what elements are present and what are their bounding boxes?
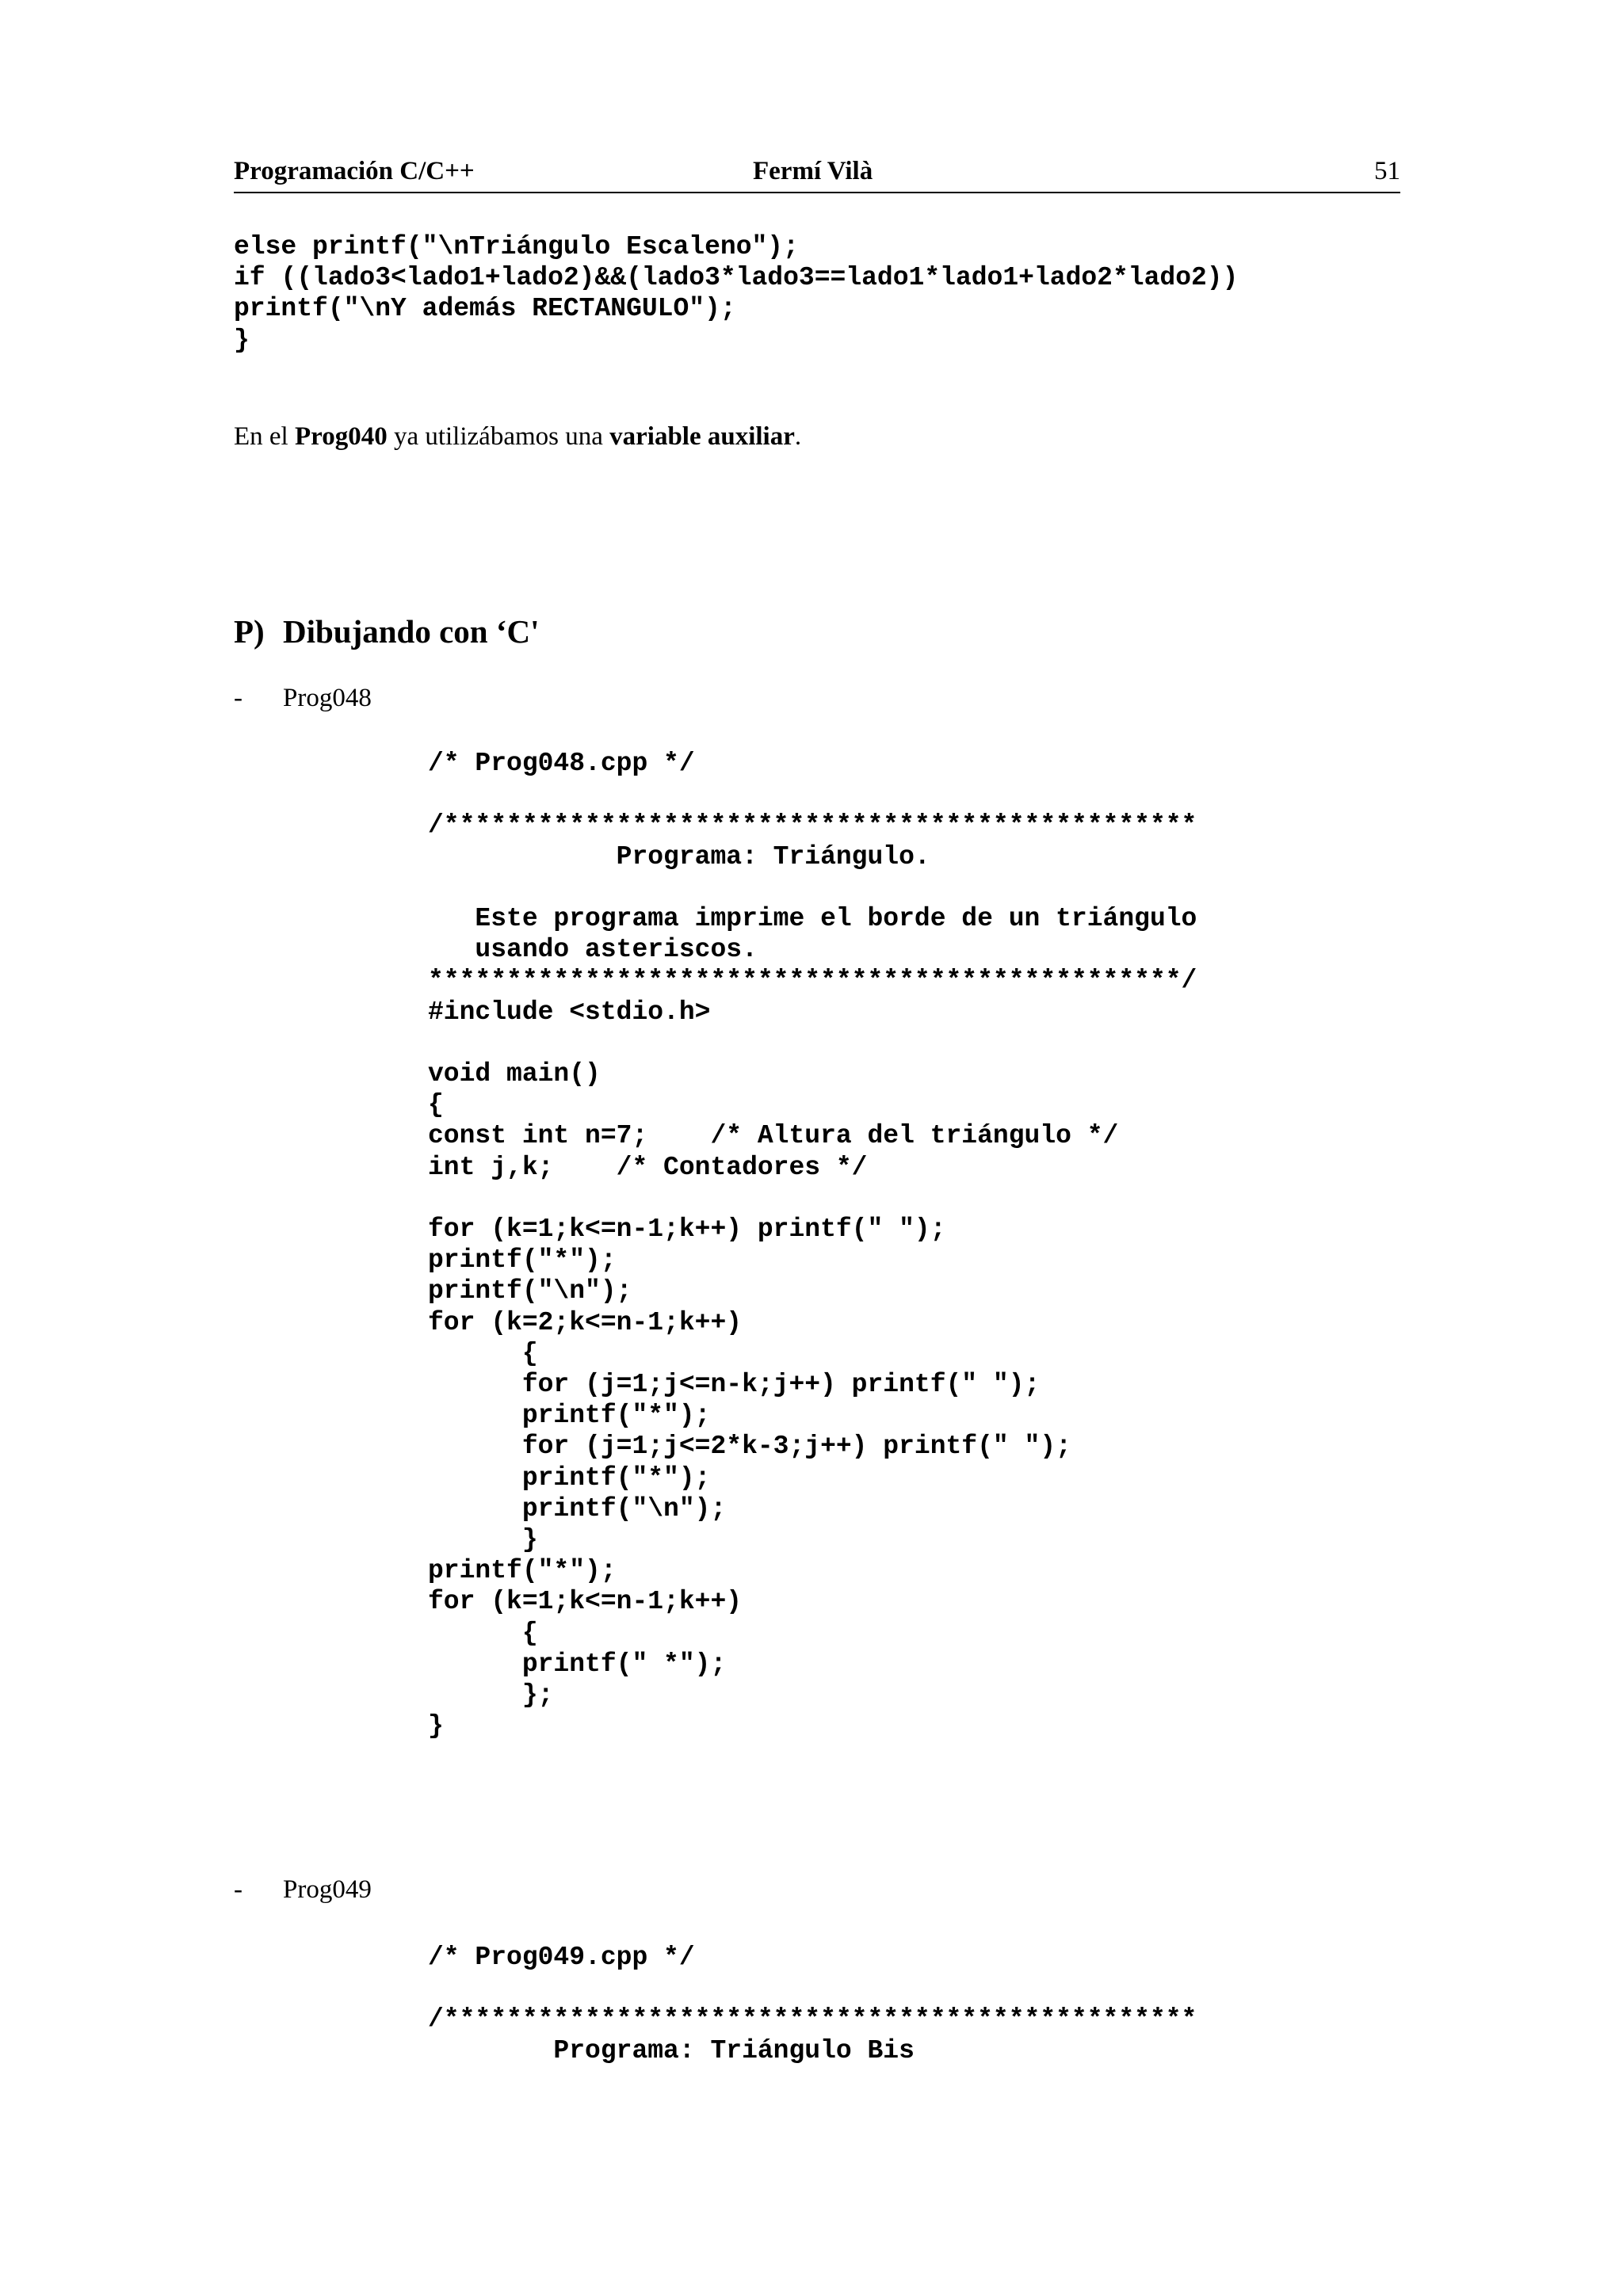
paragraph-text: En el — [234, 422, 295, 451]
section-title: Dibujando con ‘C' — [283, 613, 540, 650]
paragraph-text: ya utilizábamos una — [387, 422, 610, 451]
paragraph-text: . — [794, 422, 802, 451]
section-heading — [234, 612, 540, 650]
list-dash: - — [234, 684, 242, 712]
header-book-title: Programación C/C++ — [234, 157, 475, 185]
header-page-number: 51 — [1374, 157, 1400, 185]
code-block-prog049: /* Prog049.cpp */ /************************************************ Programa: Triángulo Bis — [428, 1943, 1197, 2065]
code-block-continuation: else printf("\nTriángulo Escaleno"); if ((lado3<lado1+lado2)&&(lado3*lado3==lado1*lado1+lado2*lado2)) printf("\nY además RECTANGULO"); } — [234, 232, 1239, 355]
page-header — [234, 155, 1400, 193]
paragraph-bold-program: Prog040 — [294, 422, 388, 451]
list-item-label: Prog049 — [283, 1875, 372, 1904]
header-author: Fermí Vilà — [753, 157, 873, 185]
code-block-prog048: /* Prog048.cpp */ /************************************************ Programa: Triángulo. Este programa imprime el borde de un triángulo usando asteriscos. ************************************************/ #include <stdio.h> void main() { const int n=7; /* Altura del triángulo */ int j,k; /* Contadores */ for (k=1;k<=n-1;k++) printf(" "); printf("*"); printf("\n"); for (k=2;k<=n-1;k++) { for (j=1;j<=n-k;j++) printf(" "); printf("*"); for (j=1;j<=2*k-3;j++) printf(" "); printf("*"); printf("\n"); } printf("*"); for (k=1;k<=n-1;k++) { printf(" *"); }; } — [428, 749, 1197, 1741]
paragraph-bold-term: variable auxiliar — [609, 422, 795, 451]
list-item-label: Prog048 — [283, 684, 372, 712]
paragraph-prog040-note — [234, 422, 801, 452]
list-dash: - — [234, 1875, 242, 1904]
section-letter: P) — [234, 613, 265, 650]
